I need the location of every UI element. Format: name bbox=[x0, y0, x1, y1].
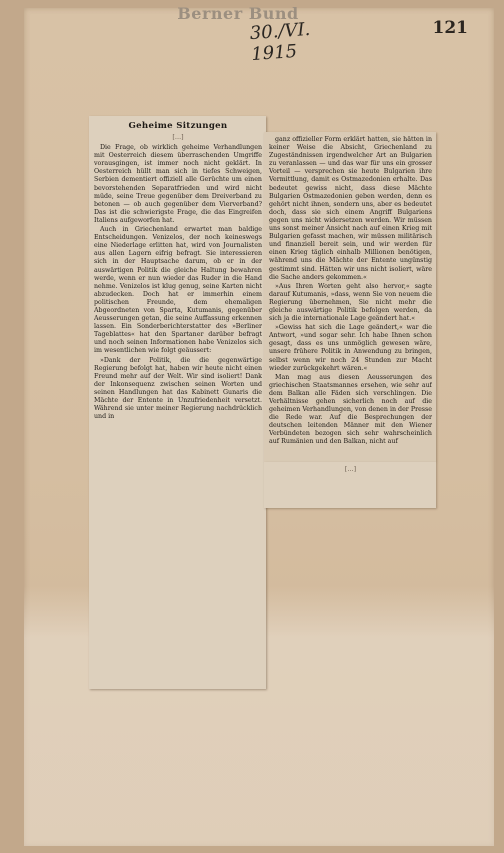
right-column-text bbox=[269, 136, 432, 458]
article-paragraph: Die Frage, ob wirklich geheime Verhandlungen mit Oesterreich diesem überraschenden Umgriffe vorausgingen, ist immer noch nicht geklärt. In Oesterreich hüllt man sich in tiefes Schweigen, Serbien dementiert offiziell alle Gerüchte um einen bevorstehenden Separatfrieden und wird nicht müde, seine Treue gegenüber dem Dreiverband zu betonen — ob auch gegenüber dem Vierverband? Das ist die schwierigste Frage, die das Eingreifen Italiens aufgeworfen hat. bbox=[94, 144, 262, 224]
clipping-left-column bbox=[89, 116, 266, 689]
page-number: 121 bbox=[432, 18, 468, 38]
article-paragraph: »Dank der Politik, die die gegenwärtige Regierung befolgt hat, haben wir heute nicht einen Freund mehr auf der Welt. Wir sind isoliert! Dank der Inkonsequenz zwischen seinen Worten und seinen Handlungen hat das Kabinett Gunaris die Mächte der Entente in Unzufriedenheit versetzt. Während sie unter meiner Regierung nachdrücklich und in bbox=[94, 356, 262, 421]
article-paragraph-illegible: […] bbox=[344, 466, 357, 473]
article-paragraph: Man mag aus diesen Aeusserungen des griechischen Staatsmannes ersehen, wie sehr auf dem Balkan alle Fäden sich verschlingen. Die Verhältnisse gehen sicherlich noch auf die geheimen Verhandlungen, von denen in der Presse die Rede war. Auf die Besprechungen der deutschen leitenden Männer mit den Wiener Verbündeten bezogen sich sehr wahrscheinlich auf Rumänien und den Balkan, nicht auf bbox=[269, 373, 432, 446]
article-paragraph: ganz offizieller Form erklärt hatten, sie hätten in keiner Weise die Absicht, Griechenland zu Zugeständnissen irgendwelcher Art an Bulgarien zu veranlassen — und das war für uns ein grosser Vorteil — versprechen sie heute Bulgarien ihre Vermittlung, damit es Ostmazedonien erhalte. Das bedeutet gewiss nicht, dass diese Mächte Bulgarien Ostmazedonien geben werden, denn es gehört nicht ihnen, sondern uns, aber es bedeutet doch, dass sie sich einem Angriff Bulgariens gegen uns nicht widersetzen werden. Wir müssen uns sonst meiner Ansicht nach auf einen Krieg mit Bulgarien gefasst machen, wir müssen militärisch und finanziell bereit sein, und wir werden für einen Krieg täglich einhalb Millionen benötigen, während uns die Mächte der Entente ungünstig gestimmt sind. Hätten wir uns nicht isoliert, wäre die Sache anders gekommen.« bbox=[269, 136, 432, 281]
article-headline: Geheime Sitzungen bbox=[128, 121, 228, 131]
article-paragraph: »Aus Ihren Worten geht also hervor,« sagte darauf Kutumanis, »dass, wenn Sie von neuem die Regierung übernehmen, Sie nicht mehr die gleiche auswärtige Politik befolgen werden, da sich ja die internationale Lage geändert hat.« bbox=[269, 282, 432, 323]
article-paragraph: »Gewiss hat sich die Lage geändert,« war die Antwort, »und sogar sehr. Ich habe Ihnen schon gesagt, dass es uns unmöglich gewesen wäre, unsere frühere Politik in Anwendung zu bringen, selbst wenn wir noch 24 Stunden zur Macht wieder zurückgekehrt wären.« bbox=[269, 324, 432, 372]
newspaper-masthead: Berner Bund bbox=[177, 4, 299, 23]
right-lower-column-text bbox=[269, 466, 432, 504]
clipping-right-column bbox=[264, 132, 436, 462]
handwritten-date: 30./VI. 1915 bbox=[249, 18, 311, 66]
article-paragraph-illegible: […] bbox=[172, 134, 184, 141]
left-column-text bbox=[94, 120, 262, 685]
clipping-right-lower-column bbox=[264, 462, 436, 508]
article-paragraph: Auch in Griechenland erwartet man baldige Entscheidungen. Venizelos, der noch keineswegs eine Niederlage erlitten hat, wird von Journalisten aus allen Lagern eifrig befragt. Sie interessieren sich in der Hauptsache darum, ob er in der auswärtigen Politik die gleiche Haltung bewahren werde, wenn er nun wieder das Ruder in die Hand nehme. Venizelos ist klug genug, seine Karten nicht abzudecken. Doch hat er immerhin einem politischen Freunde, dem ehemaligen Abgeordneten von Sparta, Kutumanis, gegenüber Aeusserungen getan, die seine Auffassung erkennen lassen. Ein Sonderberichterstatter des »Berliner Tageblattes« hat den Spartaner darüber befragt und noch seinen Informationen habe Venizelos sich im wesentlichen wie folgt geäussert: bbox=[94, 226, 262, 355]
